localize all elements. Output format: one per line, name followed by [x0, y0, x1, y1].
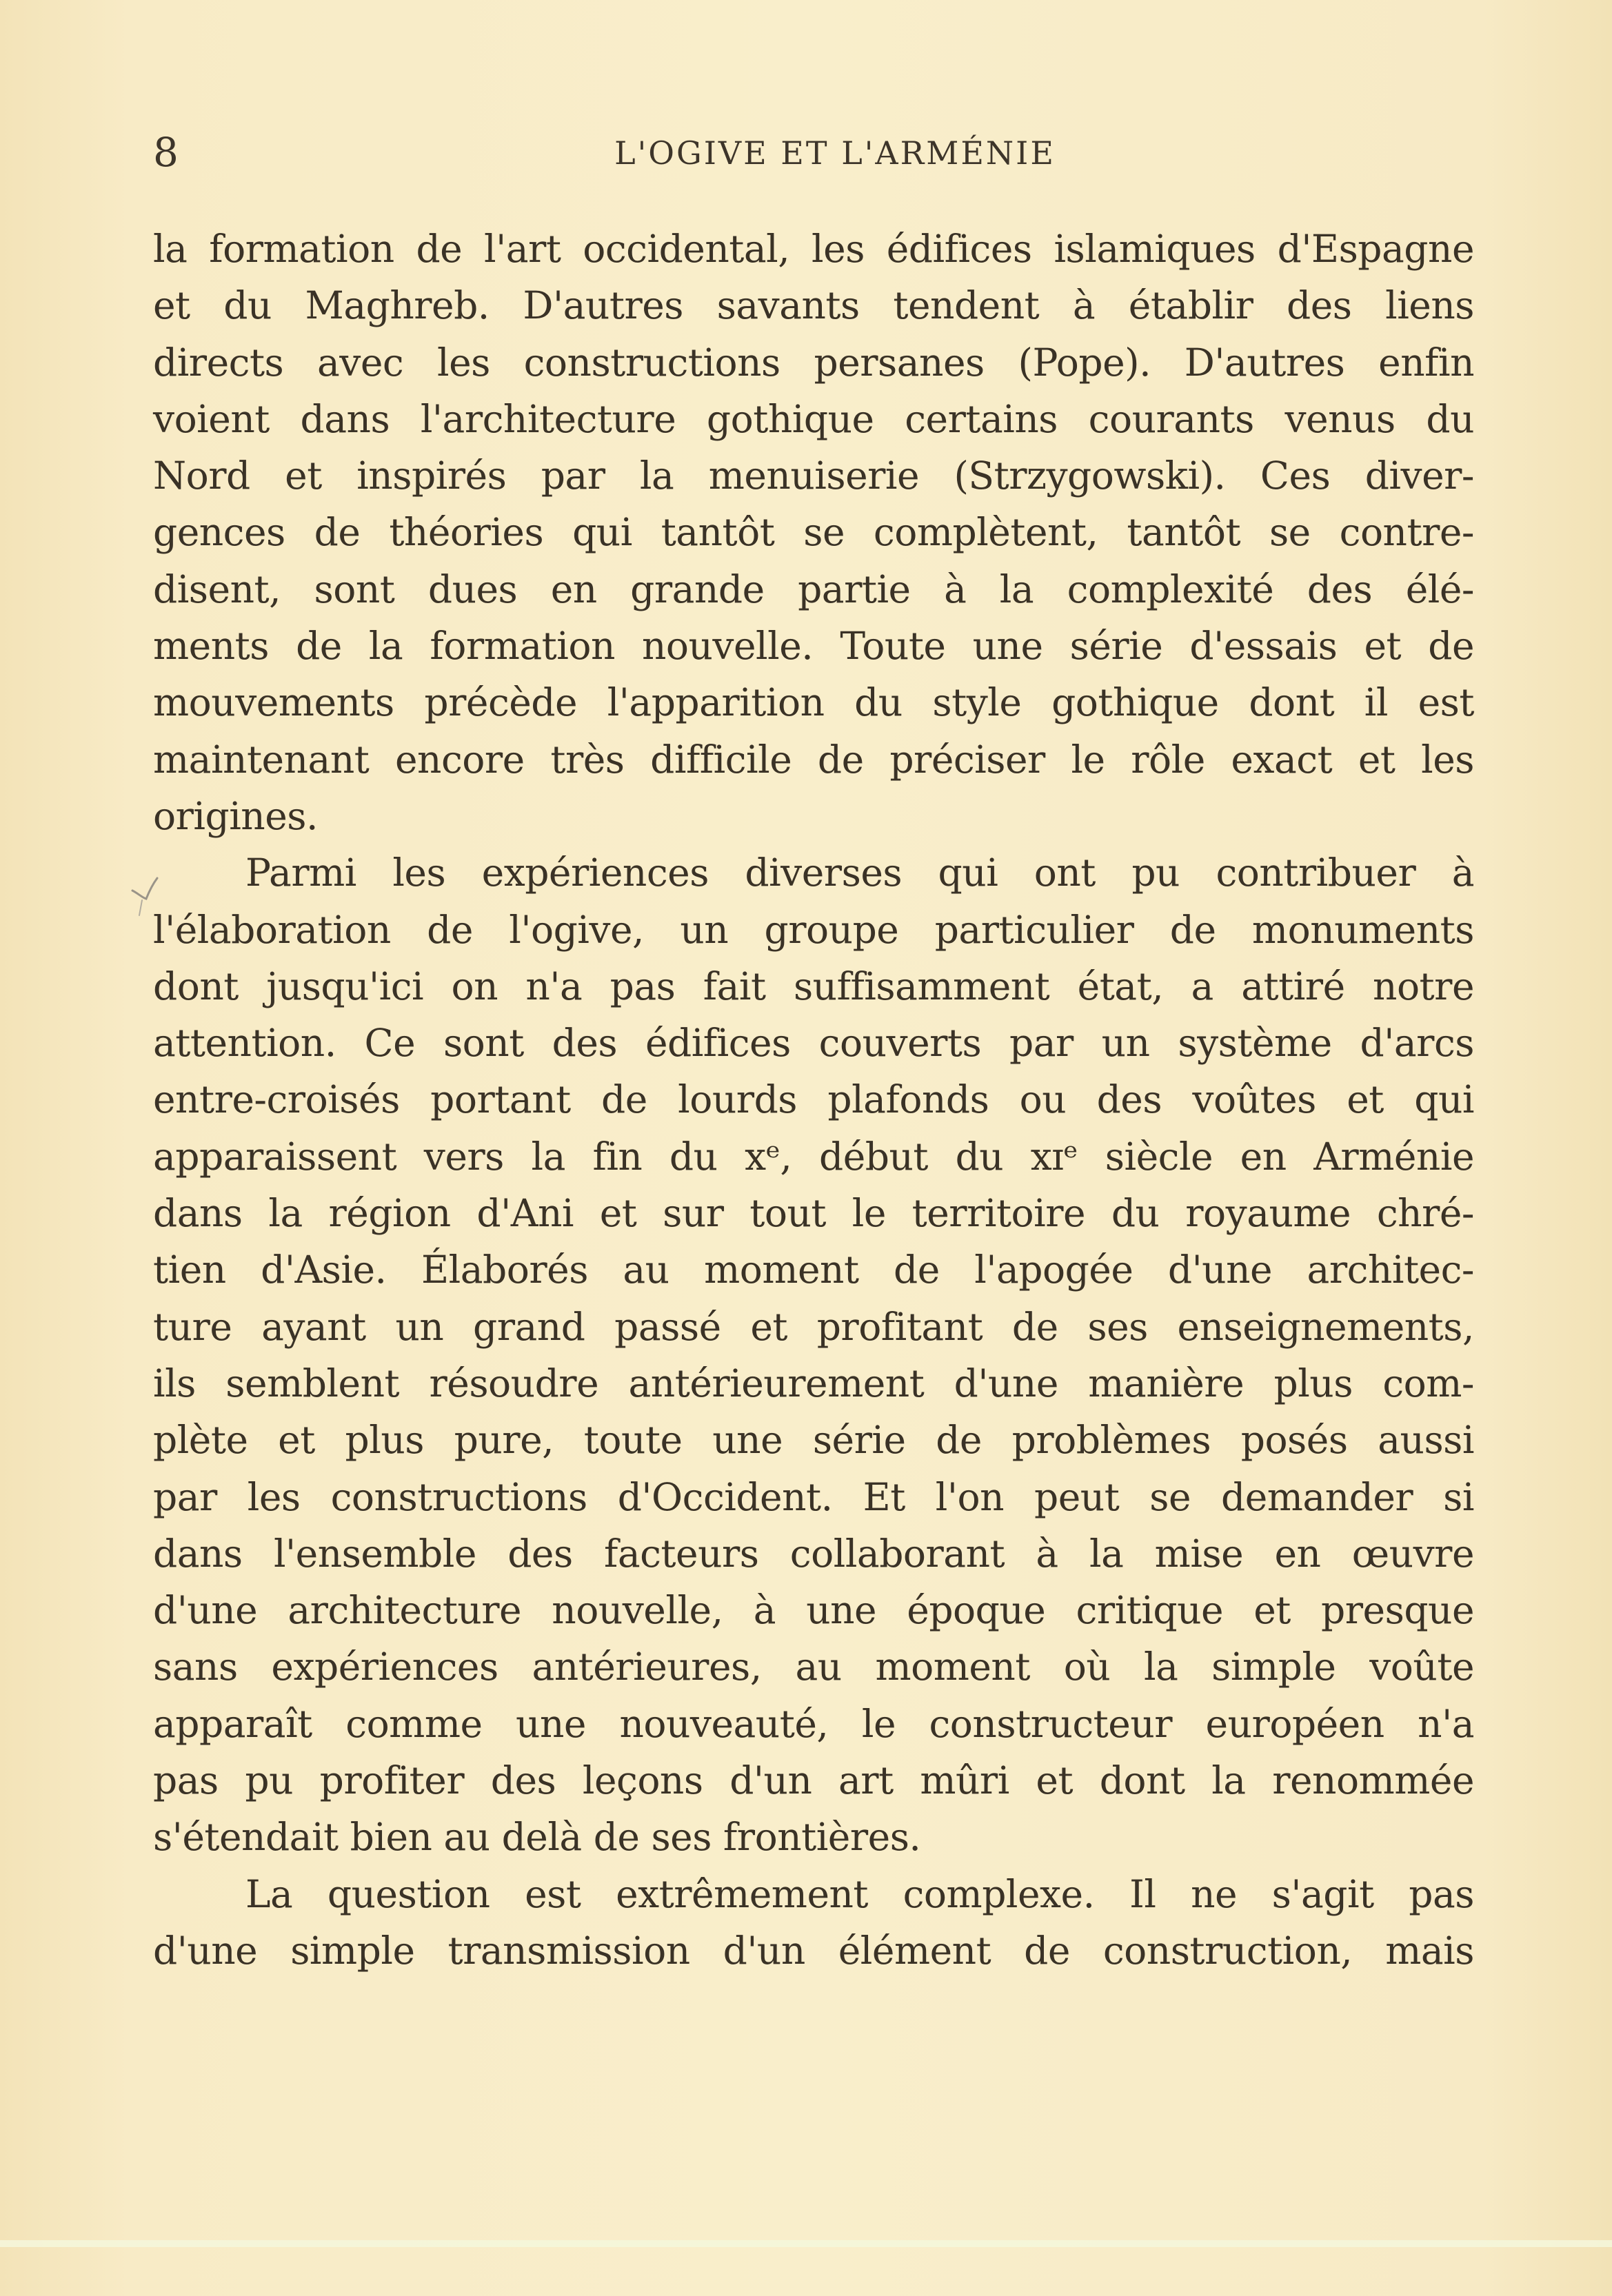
- text-line: directs avec les constructions persanes (Pope). D'autres enfin: [153, 340, 1474, 385]
- scan-artifact-line: [0, 2240, 1612, 2247]
- text-line: disent, sont dues en grande partie à la complexité des élé-: [153, 567, 1474, 611]
- text-line: tien d'Asie. Élaborés au moment de l'apogée d'une architec-: [153, 1248, 1474, 1292]
- text-line: d'une simple transmission d'un élément de construction, mais: [153, 1928, 1474, 1973]
- text-line: plète et plus pure, toute une série de problèmes posés aussi: [153, 1418, 1474, 1463]
- text-line: dans l'ensemble des facteurs collaborant à la mise en œuvre: [153, 1531, 1474, 1576]
- text-line: entre-croisés portant de lourds plafonds ou des voûtes et qui: [153, 1077, 1474, 1122]
- text-line: ments de la formation nouvelle. Toute une série d'essais et de: [153, 624, 1474, 669]
- text-line: mouvements précède l'apparition du style gothique dont il est: [153, 680, 1474, 725]
- page-number: 8: [153, 129, 179, 176]
- text-line: l'élaboration de l'ogive, un groupe particulier de monuments: [153, 907, 1474, 952]
- text-line: dont jusqu'ici on n'a pas fait suffisamment état, a attiré notre: [153, 964, 1474, 1008]
- text-line: attention. Ce sont des édifices couverts par un système d'arcs: [153, 1021, 1474, 1066]
- text-line: s'étendait bien au delà de ses frontières.: [153, 1815, 921, 1860]
- text-line: gences de théories qui tantôt se complètent, tantôt se contre-: [153, 510, 1474, 555]
- text-line: origines.: [153, 793, 318, 838]
- text-line: Parmi les expériences diverses qui ont pu contribuer à: [245, 851, 1474, 895]
- running-header: [153, 128, 1475, 176]
- text-line: et du Maghreb. D'autres savants tendent à établir des liens: [153, 283, 1474, 328]
- text-line: apparaissent vers la fin du xᵉ, début du xɪᵉ siècle en Arménie: [153, 1134, 1474, 1179]
- text-line: d'une architecture nouvelle, à une époque critique et presque: [153, 1588, 1474, 1633]
- text-line: Nord et inspirés par la menuiserie (Strzygowski). Ces diver-: [153, 454, 1474, 498]
- paragraph-3: [153, 1866, 1474, 1980]
- text-line: par les constructions d'Occident. Et l'on peut se demander si: [153, 1474, 1474, 1519]
- running-title: L'OGIVE ET L'ARMÉNIE: [614, 134, 1056, 172]
- text-line: apparaît comme une nouveauté, le constructeur européen n'a: [153, 1701, 1474, 1746]
- paragraph-1: [153, 221, 1474, 844]
- text-line: la formation de l'art occidental, les édifices islamiques d'Espagne: [153, 227, 1474, 271]
- text-line: maintenant encore très difficile de préciser le rôle exact et les: [153, 737, 1474, 782]
- text-line: dans la région d'Ani et sur tout le territoire du royaume chré-: [153, 1191, 1474, 1236]
- body-text: [153, 221, 1474, 1979]
- text-line: sans expériences antérieures, au moment où la simple voûte: [153, 1645, 1474, 1689]
- text-line: ils semblent résoudre antérieurement d'une manière plus com-: [153, 1361, 1474, 1405]
- text-line: ture ayant un grand passé et profitant de ses enseignements,: [153, 1304, 1474, 1349]
- paragraph-2: [153, 844, 1474, 1865]
- text-line: pas pu profiter des leçons d'un art mûri et dont la renommée: [153, 1758, 1474, 1803]
- text-line: La question est extrêmement complexe. Il ne s'agit pas: [245, 1871, 1474, 1916]
- text-line: voient dans l'architecture gothique certains courants venus du: [153, 396, 1474, 441]
